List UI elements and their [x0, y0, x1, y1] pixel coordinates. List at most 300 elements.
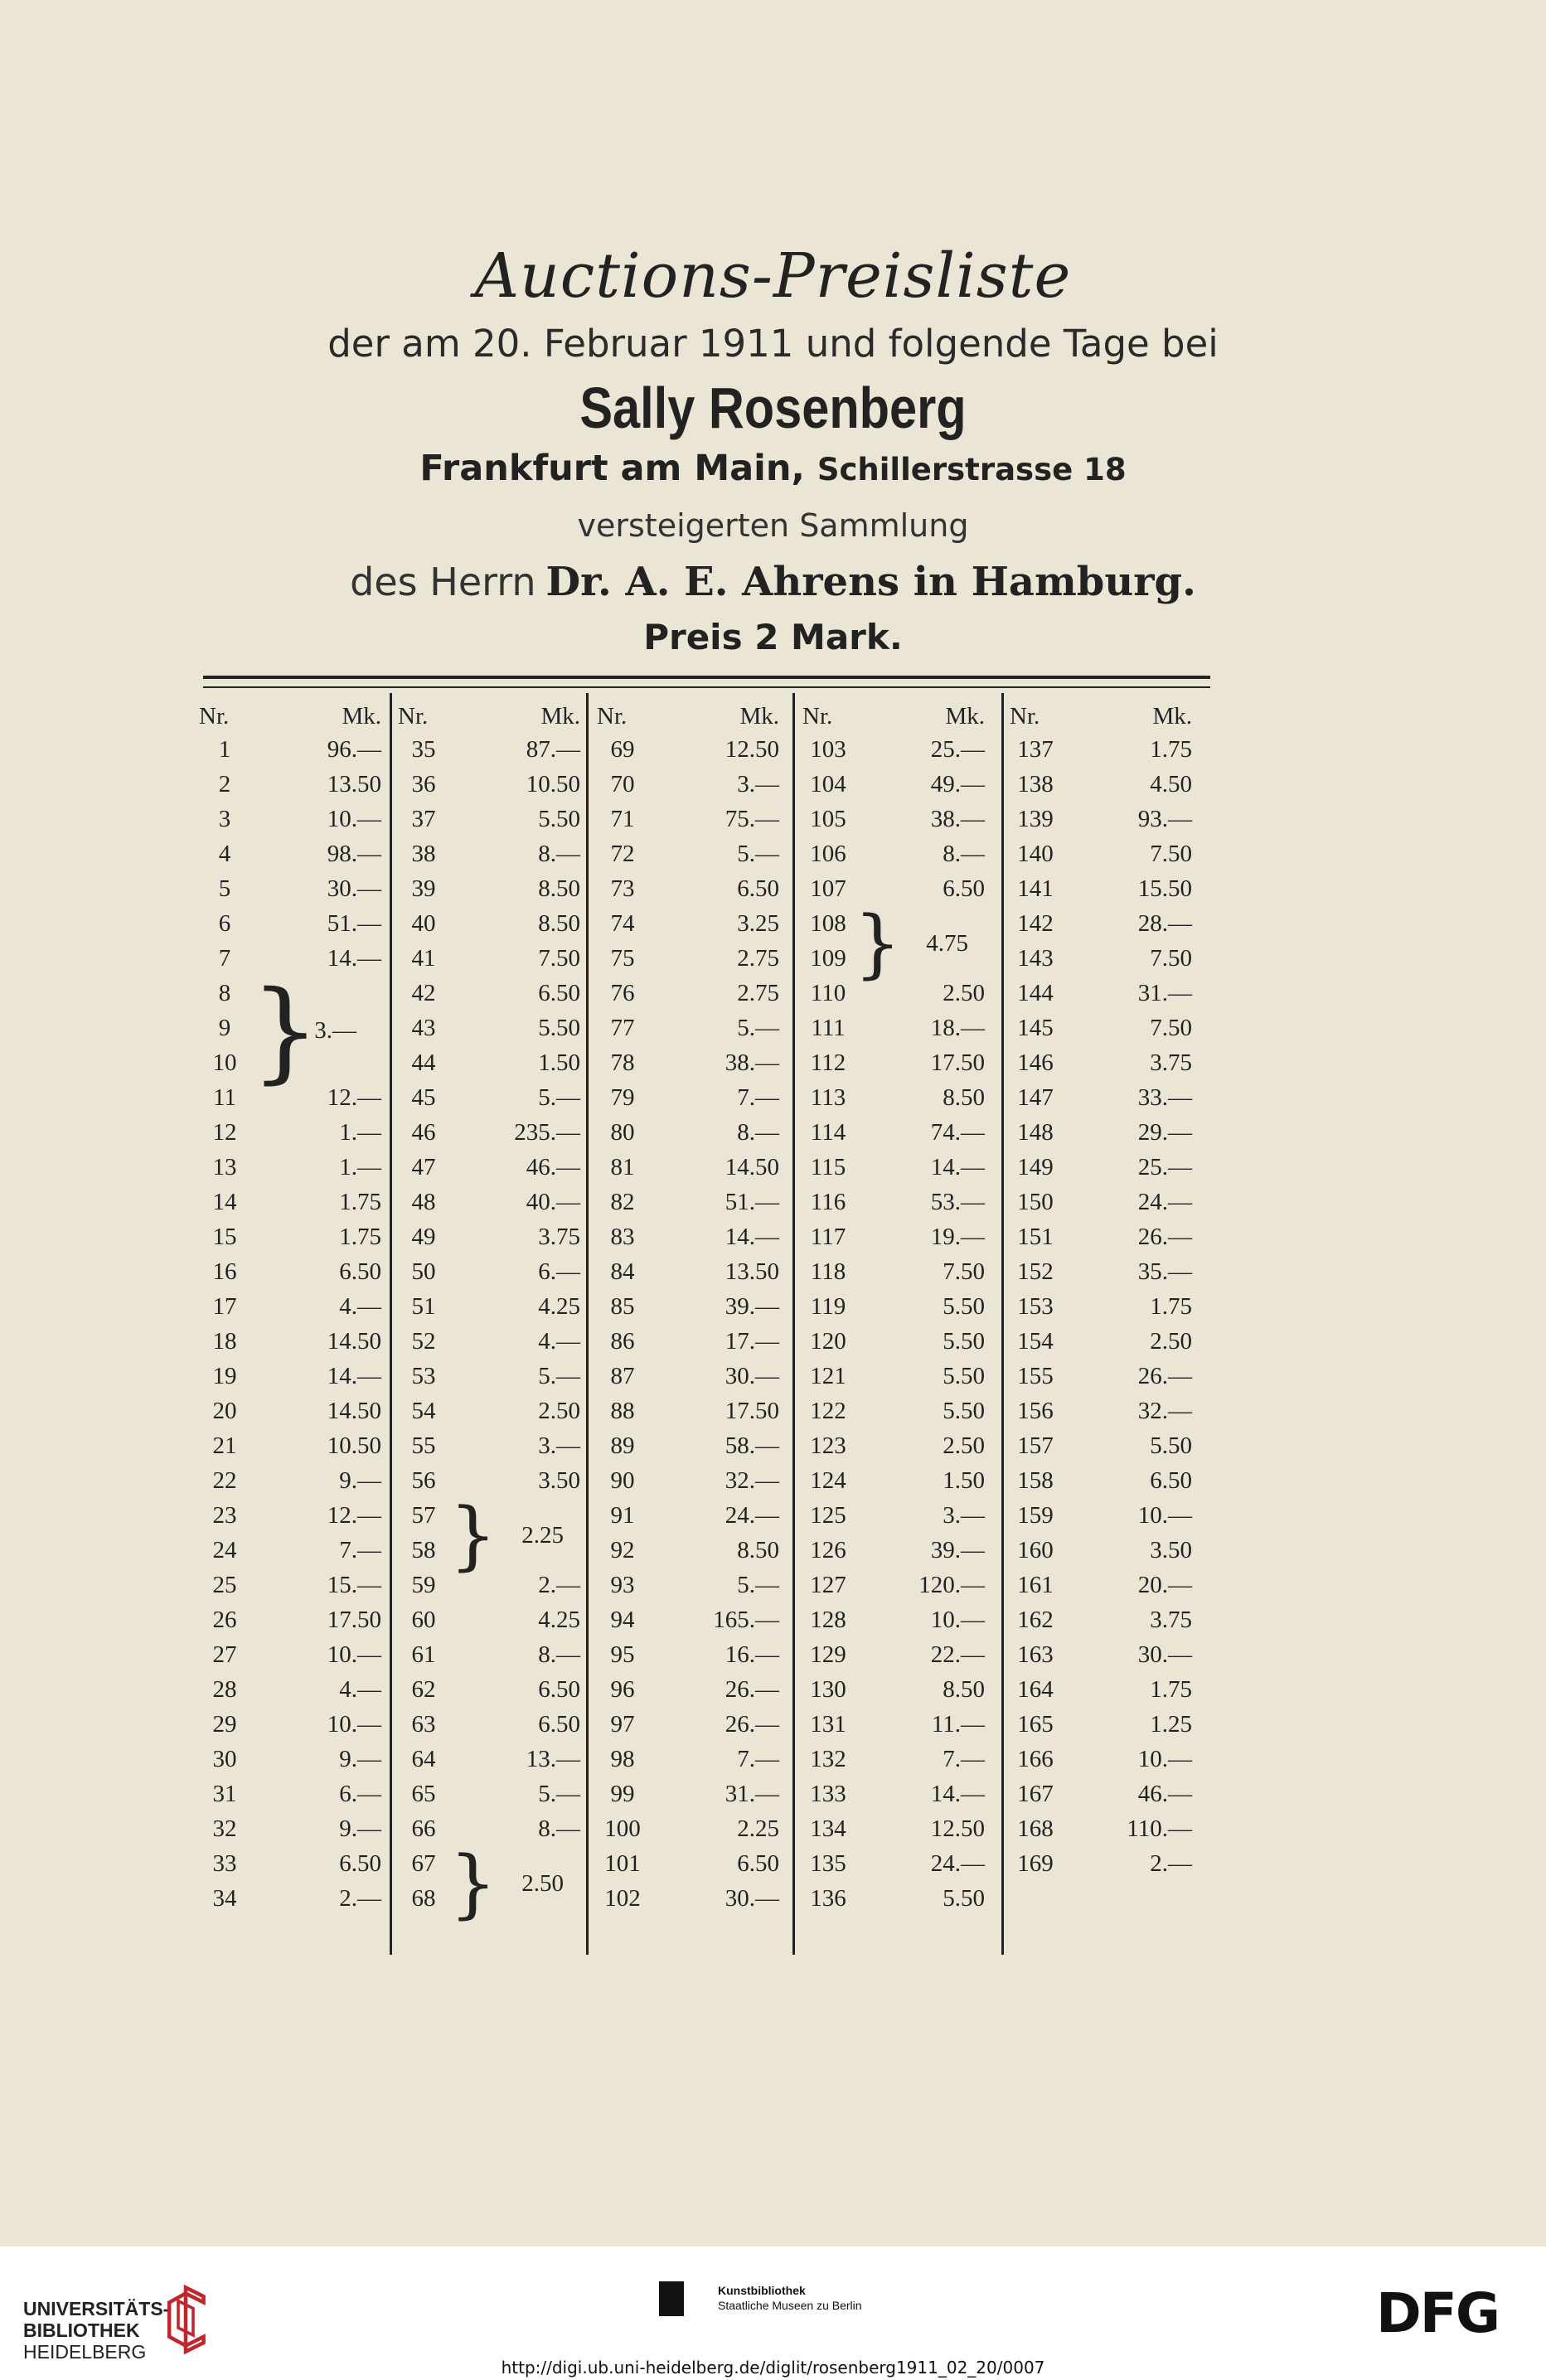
table-row — [597, 1885, 779, 1920]
lot-price: 30.— — [725, 1885, 779, 1912]
lot-number: 167 — [1017, 1781, 1054, 1807]
table-row — [1010, 945, 1192, 980]
group-brace: } — [854, 900, 902, 987]
table-row — [199, 1641, 381, 1676]
street: Schillerstrasse 18 — [817, 452, 1127, 487]
lot-number: 136 — [810, 1885, 846, 1912]
lot-price: 26.— — [725, 1711, 779, 1738]
lot-number: 144 — [1017, 980, 1054, 1006]
lot-price: 3.75 — [1150, 1607, 1192, 1633]
lot-price: 6.50 — [737, 875, 779, 902]
lot-price: 9.— — [339, 1467, 381, 1494]
lot-number: 81 — [610, 1154, 635, 1180]
lot-number: 43 — [411, 1015, 436, 1041]
lot-number: 133 — [810, 1781, 846, 1807]
lot-price: 6.50 — [1150, 1467, 1192, 1494]
lot-number: 140 — [1017, 841, 1054, 867]
table-row — [802, 1258, 985, 1293]
table-row — [1010, 1641, 1192, 1676]
lot-price: 4.— — [339, 1293, 381, 1320]
mk-header: Mk. — [1152, 703, 1192, 730]
lot-price: 20.— — [1137, 1572, 1192, 1598]
lot-number: 62 — [411, 1676, 436, 1703]
lot-price: 12.— — [327, 1084, 381, 1111]
table-row — [199, 1293, 381, 1328]
lot-number: 114 — [810, 1119, 846, 1146]
lot-price: 10.50 — [327, 1432, 381, 1459]
lot-price: 10.50 — [526, 771, 580, 797]
lot-price: 30.— — [725, 1363, 779, 1389]
lot-price: 22.— — [930, 1641, 985, 1668]
lot-number: 80 — [610, 1119, 635, 1146]
table-row — [597, 1502, 779, 1537]
lot-price: 49.— — [930, 771, 985, 797]
auction-date-line: der am 20. Februar 1911 und folgende Tage bei — [327, 322, 1219, 366]
lot-price: 74.— — [930, 1119, 985, 1146]
lot-price: 51.— — [327, 910, 381, 937]
lot-number: 154 — [1017, 1328, 1054, 1355]
table-row — [1010, 1746, 1192, 1781]
lot-number: 139 — [1017, 806, 1054, 832]
lot-number: 20 — [212, 1398, 237, 1424]
lot-number: 40 — [411, 910, 436, 937]
lot-number: 101 — [604, 1850, 641, 1877]
library-name-line3: HEIDELBERG — [23, 2341, 147, 2363]
table-row — [597, 1815, 779, 1850]
lot-number: 70 — [610, 771, 635, 797]
lot-price: 8.— — [737, 1119, 779, 1146]
lot-number: 37 — [411, 806, 436, 832]
table-row — [398, 1224, 580, 1258]
column-divider — [390, 693, 392, 1955]
table-row — [802, 1015, 985, 1049]
lot-price: 2.— — [1150, 1850, 1192, 1877]
lot-number: 19 — [212, 1363, 237, 1389]
lot-number: 16 — [212, 1258, 237, 1285]
table-row — [398, 1154, 580, 1189]
lot-number: 54 — [411, 1398, 436, 1424]
catalog-price: Preis 2 Mark. — [643, 617, 903, 657]
table-row — [1010, 1154, 1192, 1189]
lot-price: 17.50 — [930, 1049, 985, 1076]
table-row — [1010, 1224, 1192, 1258]
lot-price: 39.— — [725, 1293, 779, 1320]
table-row — [597, 980, 779, 1015]
lot-number: 97 — [610, 1711, 635, 1738]
lot-number: 83 — [610, 1224, 635, 1250]
table-row — [597, 1467, 779, 1502]
lot-number: 129 — [810, 1641, 846, 1668]
lot-number: 146 — [1017, 1049, 1054, 1076]
table-row — [1010, 1363, 1192, 1398]
kunstbibliothek-logo-icon — [659, 2281, 684, 2316]
lot-price: 5.— — [538, 1363, 580, 1389]
lot-number: 71 — [610, 806, 635, 832]
lot-number: 53 — [411, 1363, 436, 1389]
lot-price: 1.50 — [538, 1049, 580, 1076]
lot-number: 46 — [411, 1119, 436, 1146]
table-row — [1010, 1328, 1192, 1363]
lot-price: 7.— — [339, 1537, 381, 1563]
lot-price: 6.— — [339, 1781, 381, 1807]
table-row — [1010, 1502, 1192, 1537]
lot-number: 166 — [1017, 1746, 1054, 1772]
nr-header: Nr. — [802, 703, 833, 730]
lot-number: 151 — [1017, 1224, 1054, 1250]
lot-number: 24 — [212, 1537, 237, 1563]
lot-number: 25 — [212, 1572, 237, 1598]
table-row — [802, 1363, 985, 1398]
lot-number: 39 — [411, 875, 436, 902]
table-row — [1010, 1537, 1192, 1572]
lot-price: 12.— — [327, 1502, 381, 1529]
lot-price: 96.— — [327, 736, 381, 763]
lot-price: 8.50 — [538, 910, 580, 937]
lot-price: 7.50 — [538, 945, 580, 972]
lot-number: 156 — [1017, 1398, 1054, 1424]
table-row — [1010, 1084, 1192, 1119]
dfg-logo: DFG — [1376, 2281, 1500, 2345]
lot-number: 89 — [610, 1432, 635, 1459]
lot-price: 93.— — [1137, 806, 1192, 832]
table-row — [398, 1607, 580, 1641]
table-row — [802, 1398, 985, 1432]
lot-number: 149 — [1017, 1154, 1054, 1180]
table-row — [398, 1189, 580, 1224]
library-logo-icon — [156, 2283, 214, 2354]
lot-price: 6.50 — [943, 875, 985, 902]
table-row — [199, 1154, 381, 1189]
lot-number: 150 — [1017, 1189, 1054, 1215]
lot-number: 95 — [610, 1641, 635, 1668]
document-title: Auctions-Preisliste — [474, 240, 1072, 312]
table-row — [597, 771, 779, 806]
lot-price: 8.— — [943, 841, 985, 867]
mk-header: Mk. — [739, 703, 779, 730]
lot-price: 25.— — [930, 736, 985, 763]
lot-number: 8 — [218, 980, 231, 1006]
lot-number: 102 — [604, 1885, 641, 1912]
table-row — [1010, 910, 1192, 945]
lot-price: 1.75 — [1150, 1293, 1192, 1320]
table-row — [1010, 1815, 1192, 1850]
lot-price: 29.— — [1137, 1119, 1192, 1146]
table-row — [597, 1049, 779, 1084]
table-row — [199, 1572, 381, 1607]
column-divider — [792, 693, 795, 1955]
auctioneer-address — [0, 448, 1546, 489]
lot-price: 7.50 — [1150, 945, 1192, 972]
lot-price: 3.75 — [1150, 1049, 1192, 1076]
lot-number: 2 — [218, 771, 231, 797]
lot-number: 122 — [810, 1398, 846, 1424]
table-row — [1010, 1572, 1192, 1607]
lot-number: 142 — [1017, 910, 1054, 937]
table-row — [1010, 1607, 1192, 1641]
lot-price: 1.— — [339, 1119, 381, 1146]
table-row — [199, 1885, 381, 1920]
table-row — [199, 1363, 381, 1398]
lot-price: 75.— — [725, 806, 779, 832]
lot-number: 31 — [212, 1781, 237, 1807]
table-row — [199, 1432, 381, 1467]
lot-price: 165.— — [713, 1607, 779, 1633]
lot-number: 119 — [810, 1293, 846, 1320]
lot-number: 100 — [604, 1815, 641, 1842]
lot-price: 3.— — [943, 1502, 985, 1529]
lot-price: 26.— — [725, 1676, 779, 1703]
table-row — [199, 736, 381, 771]
table-row — [1010, 1189, 1192, 1224]
lot-number: 26 — [212, 1607, 237, 1633]
lot-price: 98.— — [327, 841, 381, 867]
table-row — [802, 1572, 985, 1607]
lot-price: 14.50 — [327, 1328, 381, 1355]
lot-number: 85 — [610, 1293, 635, 1320]
table-row — [597, 1432, 779, 1467]
lot-number: 106 — [810, 841, 846, 867]
lot-number: 66 — [411, 1815, 436, 1842]
lot-price: 2.75 — [737, 980, 779, 1006]
table-row — [802, 1746, 985, 1781]
lot-number: 74 — [610, 910, 635, 937]
table-row — [802, 1467, 985, 1502]
table-row — [802, 771, 985, 806]
table-row — [398, 1049, 580, 1084]
table-row — [802, 1781, 985, 1815]
table-row — [597, 1572, 779, 1607]
table-row — [398, 1328, 580, 1363]
table-row — [597, 875, 779, 910]
lot-number: 35 — [411, 736, 436, 763]
lot-number: 123 — [810, 1432, 846, 1459]
lot-price: 1.75 — [1150, 1676, 1192, 1703]
lot-price: 3.— — [538, 1432, 580, 1459]
lot-number: 68 — [411, 1885, 436, 1912]
column-divider — [1001, 693, 1004, 1955]
lot-price: 53.— — [930, 1189, 985, 1215]
lot-number: 163 — [1017, 1641, 1054, 1668]
table-row — [199, 1189, 381, 1224]
lot-price: 12.50 — [930, 1815, 985, 1842]
lot-price: 8.50 — [943, 1676, 985, 1703]
lot-price: 10.— — [327, 806, 381, 832]
table-row — [398, 1363, 580, 1398]
lot-number: 38 — [411, 841, 436, 867]
lot-price: 6.50 — [339, 1850, 381, 1877]
lot-price: 7.— — [737, 1746, 779, 1772]
lot-price: 1.75 — [339, 1189, 381, 1215]
table-row — [802, 1432, 985, 1467]
table-row — [1010, 771, 1192, 806]
kb-line2: Staatliche Museen zu Berlin — [718, 2299, 862, 2312]
table-row — [398, 1119, 580, 1154]
lot-number: 75 — [610, 945, 635, 972]
lot-number: 130 — [810, 1676, 846, 1703]
lot-number: 64 — [411, 1746, 436, 1772]
lot-price: 6.50 — [538, 980, 580, 1006]
lot-number: 152 — [1017, 1258, 1054, 1285]
lot-number: 67 — [411, 1850, 436, 1877]
lot-price: 14.— — [327, 945, 381, 972]
lot-price: 10.— — [327, 1641, 381, 1668]
table-row — [1010, 875, 1192, 910]
lot-price: 3.75 — [538, 1224, 580, 1250]
lot-number: 9 — [218, 1015, 231, 1041]
table-row — [597, 806, 779, 841]
lot-price: 35.— — [1137, 1258, 1192, 1285]
lot-price: 26.— — [1137, 1224, 1192, 1250]
table-row — [398, 945, 580, 980]
lot-price: 2.50 — [538, 1398, 580, 1424]
lot-number: 79 — [610, 1084, 635, 1111]
lot-price: 5.— — [538, 1781, 580, 1807]
table-row — [199, 1850, 381, 1885]
lot-price: 24.— — [1137, 1189, 1192, 1215]
auctioneer-name: Sally Rosenberg — [579, 376, 967, 440]
table-row — [597, 910, 779, 945]
lot-number: 98 — [610, 1746, 635, 1772]
lot-price: 1.75 — [339, 1224, 381, 1250]
lot-price: 6.50 — [339, 1258, 381, 1285]
lot-number: 73 — [610, 875, 635, 902]
lot-number: 116 — [810, 1189, 846, 1215]
lot-number: 34 — [212, 1885, 237, 1912]
lot-price: 19.— — [930, 1224, 985, 1250]
table-row — [802, 1850, 985, 1885]
table-row — [398, 1084, 580, 1119]
table-row — [1010, 806, 1192, 841]
table-row — [199, 771, 381, 806]
lot-price: 17.— — [725, 1328, 779, 1355]
lot-number: 11 — [213, 1084, 236, 1111]
table-row — [398, 1746, 580, 1781]
table-row — [597, 841, 779, 875]
lot-number: 87 — [610, 1363, 635, 1389]
lot-price: 5.50 — [943, 1363, 985, 1389]
column-divider — [586, 693, 589, 1955]
source-url[interactable]: http://digi.ub.uni-heidelberg.de/diglit/rosenberg1911_02_20/0007 — [501, 2358, 1045, 2378]
lot-price: 17.50 — [327, 1607, 381, 1633]
lot-number: 12 — [212, 1119, 237, 1146]
table-row — [1010, 1781, 1192, 1815]
city: Frankfurt am Main, — [419, 448, 805, 489]
table-row — [802, 1815, 985, 1850]
lot-number: 169 — [1017, 1850, 1054, 1877]
lot-price: 14.— — [725, 1224, 779, 1250]
lot-price: 39.— — [930, 1537, 985, 1563]
lot-price: 6.50 — [737, 1850, 779, 1877]
lot-number: 58 — [411, 1537, 436, 1563]
lot-number: 137 — [1017, 736, 1054, 763]
lot-number: 82 — [610, 1189, 635, 1215]
lot-price: 10.— — [1137, 1746, 1192, 1772]
lot-number: 96 — [610, 1676, 635, 1703]
owner-line — [0, 559, 1546, 605]
lot-price: 120.— — [918, 1572, 985, 1598]
lot-price: 7.— — [737, 1084, 779, 1111]
lot-number: 155 — [1017, 1363, 1054, 1389]
table-row — [802, 1607, 985, 1641]
lot-price: 5.50 — [1150, 1432, 1192, 1459]
table-row — [1010, 736, 1192, 771]
lot-number: 128 — [810, 1607, 846, 1633]
table-row — [398, 806, 580, 841]
lot-number: 57 — [411, 1502, 436, 1529]
lot-price: 1.75 — [1150, 736, 1192, 763]
lot-price: 32.— — [725, 1467, 779, 1494]
table-top-rule — [203, 676, 1210, 679]
lot-number: 94 — [610, 1607, 635, 1633]
lot-number: 41 — [411, 945, 436, 972]
lot-price: 11.— — [931, 1711, 985, 1738]
lot-number: 65 — [411, 1781, 436, 1807]
lot-number: 161 — [1017, 1572, 1054, 1598]
lot-number: 165 — [1017, 1711, 1054, 1738]
group-price: 2.25 — [521, 1522, 564, 1549]
lot-number: 23 — [212, 1502, 237, 1529]
lot-price: 3.50 — [538, 1467, 580, 1494]
table-row — [199, 875, 381, 910]
table-row — [597, 1746, 779, 1781]
table-row — [597, 1537, 779, 1572]
table-row — [597, 1084, 779, 1119]
lot-number: 55 — [411, 1432, 436, 1459]
lot-number: 69 — [610, 736, 635, 763]
lot-price: 16.— — [725, 1641, 779, 1668]
lot-price: 24.— — [725, 1502, 779, 1529]
lot-number: 50 — [411, 1258, 436, 1285]
table-row — [199, 806, 381, 841]
lot-number: 45 — [411, 1084, 436, 1111]
lot-price: 5.50 — [943, 1293, 985, 1320]
lot-number: 3 — [218, 806, 231, 832]
lot-number: 127 — [810, 1572, 846, 1598]
lot-number: 138 — [1017, 771, 1054, 797]
table-row — [802, 1189, 985, 1224]
lot-price: 40.— — [526, 1189, 580, 1215]
lot-number: 158 — [1017, 1467, 1054, 1494]
lot-number: 108 — [810, 910, 846, 937]
lot-number: 30 — [212, 1746, 237, 1772]
lot-number: 99 — [610, 1781, 635, 1807]
lot-number: 47 — [411, 1154, 436, 1180]
lot-price: 58.— — [725, 1432, 779, 1459]
lot-number: 104 — [810, 771, 846, 797]
lot-number: 18 — [212, 1328, 237, 1355]
library-name-line1: UNIVERSITÄTS- — [23, 2298, 170, 2319]
table-row — [802, 1885, 985, 1920]
table-row — [199, 1537, 381, 1572]
lot-number: 88 — [610, 1398, 635, 1424]
lot-number: 107 — [810, 875, 846, 902]
lot-price: 10.— — [1137, 1502, 1192, 1529]
table-row — [597, 1154, 779, 1189]
lot-number: 56 — [411, 1467, 436, 1494]
lot-number: 42 — [411, 980, 436, 1006]
lot-number: 13 — [212, 1154, 237, 1180]
lot-number: 49 — [411, 1224, 436, 1250]
lot-number: 63 — [411, 1711, 436, 1738]
owner-name: Dr. A. E. Ahrens in Hamburg. — [545, 559, 1196, 605]
lot-number: 44 — [411, 1049, 436, 1076]
table-row — [597, 1781, 779, 1815]
table-row — [1010, 1119, 1192, 1154]
table-row — [1010, 1398, 1192, 1432]
table-row — [597, 1607, 779, 1641]
lot-price: 32.— — [1137, 1398, 1192, 1424]
lot-number: 22 — [212, 1467, 237, 1494]
